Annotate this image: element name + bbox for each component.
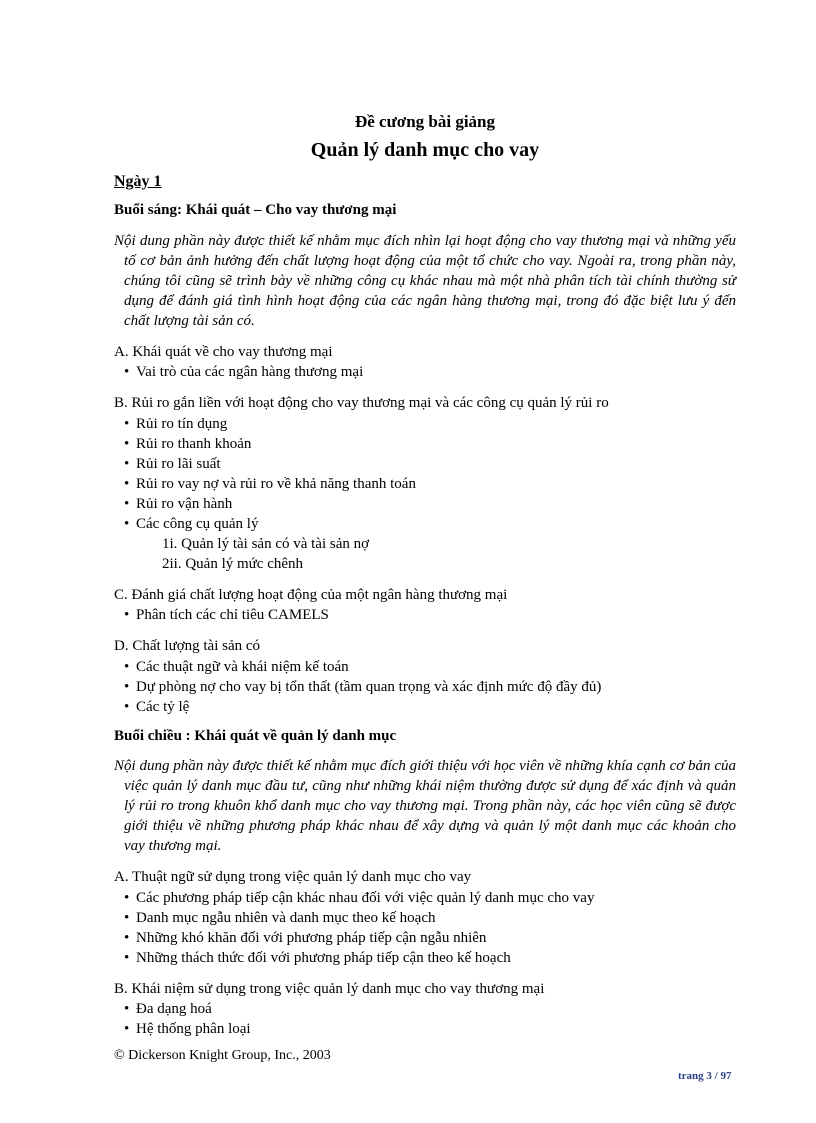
sub-item: 2ii. Quản lý mức chênh	[162, 555, 304, 572]
bullet-icon: •	[124, 495, 130, 512]
document-subtitle: Quản lý danh mục cho vay	[310, 138, 540, 161]
bullet-icon: •	[124, 1001, 130, 1017]
section-title: C. Đánh giá chất lượng hoạt động của một ngân hàng thương mại	[114, 586, 508, 603]
afternoon-section-b	[114, 980, 736, 1040]
list-item: • Các công cụ quản lý	[124, 515, 259, 532]
list-item: • Vai trò của các ngân hàng thương mại	[124, 364, 364, 380]
afternoon-intro: Nội dung phần này được thiết kế nhằm mục đích giới thiệu với học viên về những khía cạnh cơ bản của việc quản lý danh mục đầu tư, cũng như những khái niệm thường được sử dụng để xác định và quản lý rủi ro trong khuôn khổ danh mục cho vay thương mại. Trong phần này, các học viên cũng sẽ được giới thiệu về những phương pháp khác nhau để xây dựng và quản lý một danh mục các khoản cho vay thương mại.	[114, 758, 736, 854]
list-item: • Danh mục ngẫu nhiên và danh mục theo kế hoạch	[124, 909, 436, 926]
morning-intro: Nội dung phần này được thiết kế nhằm mục đích nhìn lại hoạt động cho vay thương mại và những yếu tố cơ bản ảnh hưởng đến chất lượng hoạt động của một tổ chức cho vay. Ngoài ra, trong phần này, chúng tôi cũng sẽ trình bày về những công cụ khác nhau mà một nhà phân tích tài chính thường sử dụng để đánh giá tình hình hoạt động của các ngân hàng thương mại, trong đó đặc biệt lưu ý đến chất lượng tài sản có.	[114, 232, 736, 329]
morning-section-d	[114, 637, 736, 717]
bullet-icon: •	[124, 929, 130, 946]
bullet-icon: •	[124, 455, 130, 472]
bullet-icon: •	[124, 435, 130, 452]
bullet-icon: •	[124, 364, 130, 380]
bullet-icon: •	[124, 607, 130, 623]
section-title: A. Khái quát về cho vay thương mại	[114, 343, 333, 360]
list-item: • Những thách thức đối với phương pháp tiếp cận theo kế hoạch	[124, 949, 511, 966]
list-item: • Hệ thống phân loại	[124, 1021, 251, 1037]
section-title: D. Chất lượng tài sản có	[114, 638, 261, 654]
list-item: • Các thuật ngữ và khái niệm kế toán	[124, 658, 349, 675]
bullet-icon: •	[124, 415, 130, 432]
list-item: • Các phương pháp tiếp cận khác nhau đối với việc quản lý danh mục cho vay	[124, 889, 595, 906]
bullet-icon: •	[124, 889, 130, 906]
list-item: • Rủi ro vận hành	[124, 495, 233, 512]
section-title: B. Khái niệm sử dụng trong việc quản lý danh mục cho vay thương mại	[114, 980, 545, 997]
morning-section-c	[114, 586, 736, 626]
sub-item: 1i. Quản lý tài sản có và tài sản nợ	[162, 535, 370, 552]
bullet-icon: •	[124, 515, 130, 532]
bullet-icon: •	[124, 949, 130, 966]
list-item: • Rủi ro thanh khoản	[124, 435, 252, 452]
bullet-icon: •	[124, 909, 130, 926]
bullet-icon: •	[124, 475, 130, 492]
section-title: B. Rủi ro gắn liền với hoạt động cho vay thương mại và các công cụ quản lý rủi ro	[114, 395, 609, 411]
bullet-icon: •	[124, 678, 130, 695]
list-item: • Những khó khăn đối với phương pháp tiếp cận ngẫu nhiên	[124, 929, 487, 946]
morning-heading: Buổi sáng: Khái quát – Cho vay thương mại	[114, 202, 397, 218]
document-body	[114, 108, 736, 1039]
document-title: Đề cương bài giảng	[354, 112, 496, 131]
list-item: • Phân tích các chỉ tiêu CAMELS	[124, 607, 329, 623]
bullet-icon: •	[124, 1021, 130, 1037]
list-item: • Rủi ro vay nợ và rủi ro về khả năng thanh toán	[124, 475, 416, 492]
list-item: • Dự phòng nợ cho vay bị tổn thất (tầm quan trọng và xác định mức độ đầy đủ)	[124, 678, 602, 695]
copyright-footer: © Dickerson Knight Group, Inc., 2003	[114, 1048, 331, 1063]
page-number: trang 3 / 97	[678, 1070, 732, 1082]
list-item: • Các tỷ lệ	[124, 698, 190, 715]
afternoon-heading: Buổi chiều : Khái quát về quản lý danh mục	[114, 727, 397, 744]
list-item: • Đa dạng hoá	[124, 1001, 212, 1017]
morning-section-b	[114, 394, 736, 574]
list-item: • Rủi ro tín dụng	[124, 415, 228, 432]
afternoon-section-a	[114, 868, 736, 968]
day-label: Ngày 1	[114, 172, 162, 190]
bullet-icon: •	[124, 658, 130, 675]
list-item: • Rủi ro lãi suất	[124, 455, 221, 472]
bullet-icon: •	[124, 698, 130, 715]
section-title: A. Thuật ngữ sử dụng trong việc quản lý danh mục cho vay	[114, 869, 472, 885]
morning-section-a	[114, 343, 736, 383]
